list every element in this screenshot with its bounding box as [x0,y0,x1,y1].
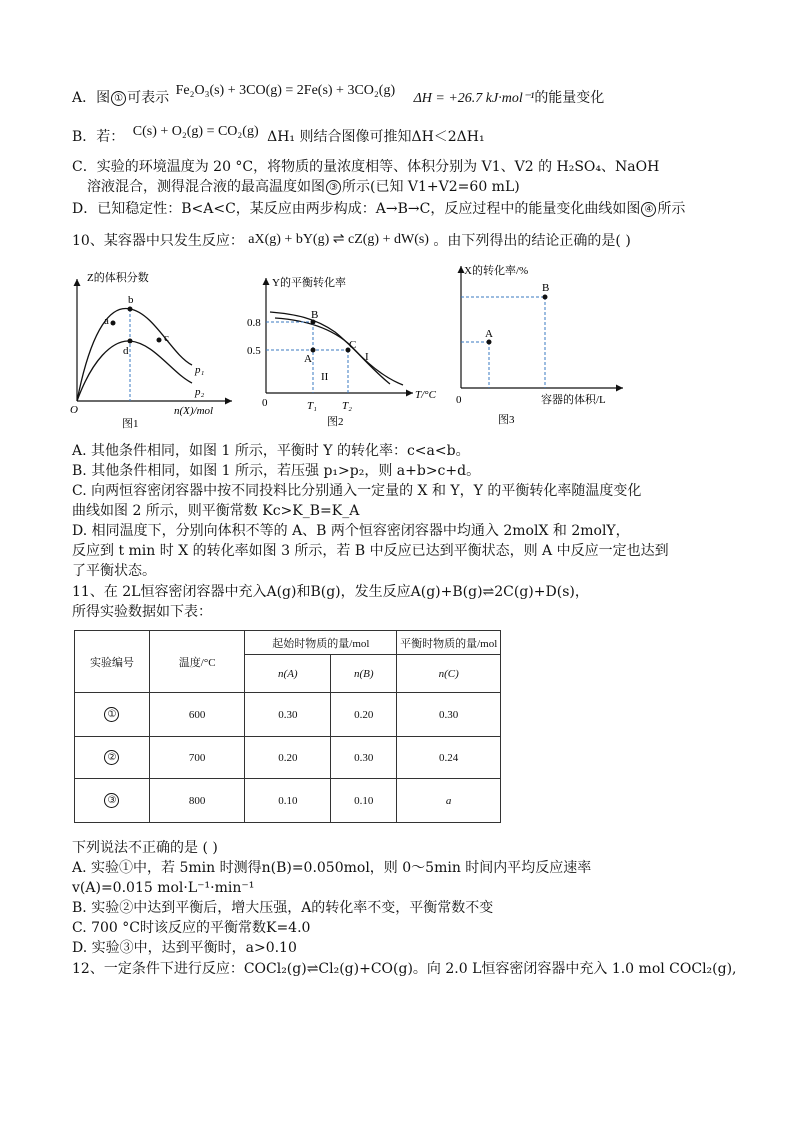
q10-figure-1 [62,265,242,435]
th-nc: n(C) [397,655,501,693]
row-nb: 0.20 [331,693,397,737]
q11-ask: 下列说法不正确的是 ( ) [72,840,218,856]
fig3-point-a [487,340,492,345]
fig1-xlabel: n(X)/mol [174,405,214,417]
fig1-point-a [111,321,116,326]
fig1-label-b: b [128,294,134,306]
q11-data-table [74,630,501,823]
row-temp: 700 [149,737,245,779]
fig1-curve-p1 [77,309,192,401]
q11-stem-line2: 所得实验数据如下表： [72,604,212,620]
fig2-point-a [311,348,316,353]
fig3-point-b [543,295,548,300]
row-na: 0.20 [245,737,331,779]
row-temp: 800 [149,779,245,823]
fig3-label-b: B [542,282,550,294]
row-na: 0.30 [245,693,331,737]
q10-option-b: B. 其他条件相同，如图 1 所示，若压强 p₁>p₂，则 a+b>c+d。 [72,463,481,479]
fig1-point-d [128,339,133,344]
q10-stem: 10、某容器中只发生反应： aX(g) + bY(g) ⇌ cZ(g) + dW(s) 。由下列得出的结论正确的是( ) [72,232,631,249]
fig2-curve-i [275,318,403,385]
table-row [75,737,501,779]
fig1-ylabel: Z的体积分数 [87,272,149,284]
q10-option-c-line1: C. 向两恒容密闭容器中按不同投料比分别通入一定量的 X 和 Y，Y 的平衡转化率随温度变化 [72,483,642,499]
q9-option-c-line1: C．实验的环境温度为 20 °C，将物质的量浓度相等、体积分别为 V1、V2 的 H₂SO₄、NaOH [72,159,660,175]
th-na: n(A) [245,655,331,693]
table-row [75,779,501,823]
th-eq: 平衡时物质的量/mol [397,631,501,655]
fig3-caption: 图3 [498,414,515,426]
row-id: ③ [104,793,119,808]
fig1-point-b [128,307,133,312]
q10-figure-2 [245,268,445,430]
q9-option-b: B．若： C(s) + O₂(g) = CO₂(g) ΔH₁ 则结合图像可推知ΔH＜2ΔH₁ [72,124,485,145]
fig2-label-b: B [311,309,319,321]
row-id: ① [104,707,119,722]
fig1-label-d: d [123,345,129,357]
fig2-label-ii: II [321,371,329,383]
fig2-origin: 0 [262,397,268,409]
q9-option-d: D．已知稳定性：B<A<C，某反应由两步构成：A→B→C，反应过程中的能量变化曲线如图 ④ 所示 [72,201,686,217]
fig1-point-c [157,338,162,343]
fig2-caption: 图2 [327,416,344,428]
q11-stem-line1: 11、在 2L恒容密闭容器中充入A(g)和B(g)，发生反应A(g)+B(g)⇌2C(g)+D(s)， [72,584,589,600]
q11-option-a-line2: v(A)=0.015 mol·L⁻¹·min⁻¹ [72,880,255,896]
q11-option-c: C. 700 °C时该反应的平衡常数K=4.0 [72,920,311,936]
fig1-label-a: a [104,315,109,327]
fig2-label-t1: T₁ [307,400,317,412]
fig1-caption: 图1 [122,418,139,430]
fig2-label-i: I [365,351,369,363]
fig3-label-a: A [485,328,493,340]
q9-option-a: A．图 ① 可表示 Fe₂O₃(s) + 3CO(g) = 2Fe(s) + 3CO₂(g) ΔH = +26.7 kJ·mol⁻¹的能量变化 [72,83,605,106]
q10-option-a: A. 其他条件相同，如图 1 所示，平衡时 Y 的转化率：c<a<b。 [72,443,470,459]
fig2-label-t2: T₂ [342,400,352,412]
row-nb: 0.10 [331,779,397,823]
row-nb: 0.30 [331,737,397,779]
fig1-origin: O [70,404,78,416]
q11-option-b: B. 实验②中达到平衡后，增大压强，A的转化率不变，平衡常数不变 [72,900,494,916]
q12-stem: 12、一定条件下进行反应：COCl₂(g)⇌Cl₂(g)+CO(g)。向 2.0 L恒容密闭容器中充入 1.0 mol COCl₂(g), [72,961,737,977]
q11-option-d: D. 实验③中，达到平衡时，a>0.10 [72,940,297,956]
fig2-label-c: C [349,339,357,351]
fig2-tick-05: 0.5 [247,345,261,357]
q10-option-c-line2: 曲线如图 2 所示，则平衡常数 Kc>K_B=K_A [72,503,360,519]
row-nc: 0.24 [397,737,501,779]
fig2-tick-08: 0.8 [247,317,261,329]
fig2-xlabel: T/°C [415,389,436,401]
q10-figure-3 [453,262,628,427]
q11-option-a-line1: A. 实验①中，若 5min 时测得n(B)=0.050mol，则 0～5min 时间内平均反应速率 [72,860,592,876]
fig3-xlabel: 容器的体积/L [541,394,606,406]
row-na: 0.10 [245,779,331,823]
row-nc: 0.30 [397,693,501,737]
q10-option-d-line1: D. 相同温度下，分别向体积不等的 A、B 两个恒容密闭容器中均通入 2molX 和 2molY， [72,523,630,539]
fig1-label-p2: p₂ [195,386,205,398]
fig1-label-c: c [164,332,169,344]
row-temp: 600 [149,693,245,737]
fig2-curve-ii [270,312,390,384]
row-nc: a [397,779,501,823]
th-temp: 温度/°C [149,631,245,693]
th-nb: n(B) [331,655,397,693]
fig2-ylabel: Y的平衡转化率 [272,277,346,289]
th-exp: 实验编号 [75,631,150,693]
q9-option-c-line2: 溶液混合，测得混合液的最高温度如图 ③ 所示(已知 V1+V2=60 mL) [87,179,520,195]
fig3-origin: 0 [456,394,462,406]
row-id: ② [104,750,119,765]
table-row [75,693,501,737]
q10-option-d-line3: 了平衡状态。 [72,563,156,579]
fig1-label-p1: p₁ [195,364,205,376]
fig2-label-a: A [304,353,312,365]
q10-option-d-line2: 反应到 t min 时 X 的转化率如图 3 所示，若 B 中反应已达到平衡状态，则 A 中反应一定也达到 [72,543,669,559]
th-start: 起始时物质的量/mol [245,631,397,655]
fig3-ylabel: X的转化率/% [464,265,529,277]
